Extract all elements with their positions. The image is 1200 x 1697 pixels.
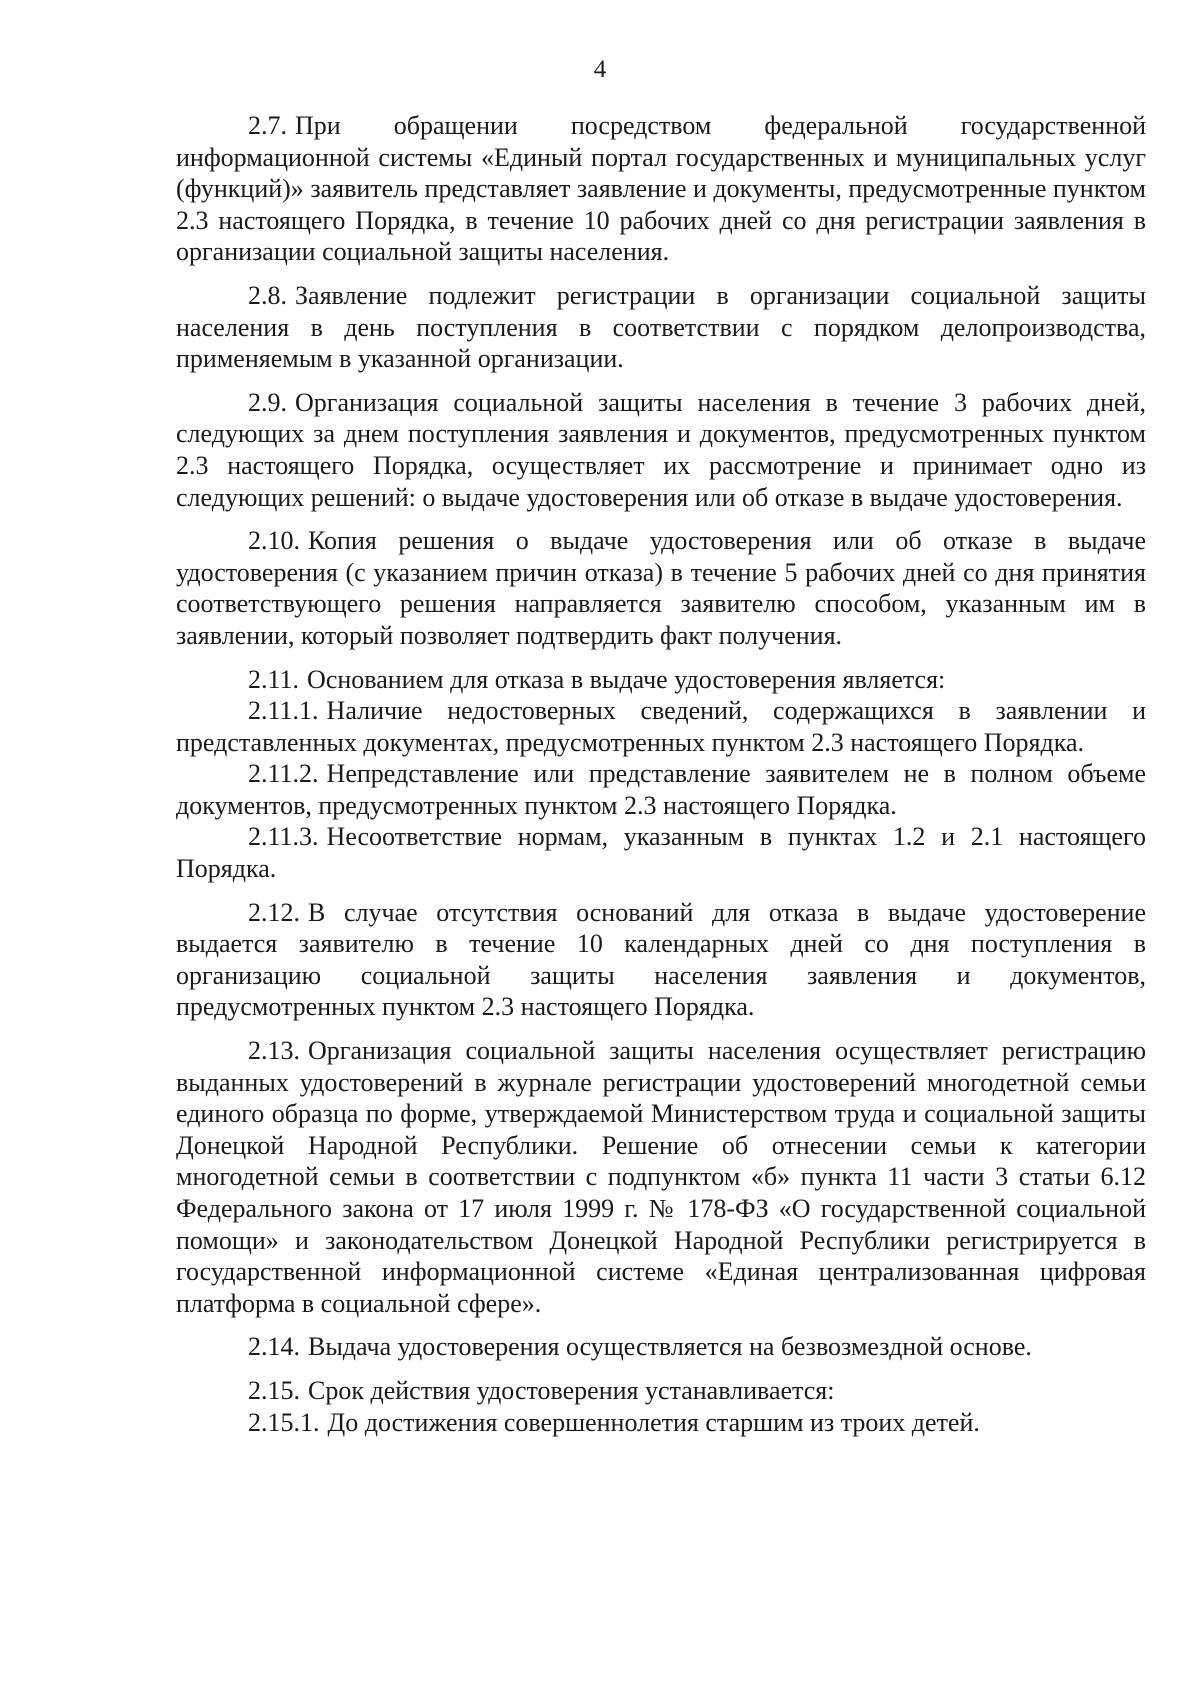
- paragraph-number: 2.15.: [248, 1375, 300, 1405]
- paragraph-text: Непредставление или представление заявителем не в полном объеме документов, предусмотренных пунктом 2.3 настоящего Порядка.: [176, 759, 1146, 820]
- paragraph-number: 2.8.: [248, 280, 287, 310]
- paragraph-text: Организация социальной защиты населения осуществляет регистрацию выданных удостоверений в журнале регистрации удостоверений многодетной семьи единого образца по форме, утверждаемой Министерством труда и социальной защиты Донецкой Народной Республики. Решение об отнесении семьи к категории многодетной семьи в соответствии с подпунктом «б» пункта 11 части 3 статьи 6.12 Федерального закона от 17 июля 1999 г. № 178-ФЗ «О государственной социальной помощи» и законодательством Донецкой Народной Республики регистрируется в государственной информационной системе «Единая централизованная цифровая платформа в социальной сфере».: [176, 1036, 1146, 1318]
- page-number: 4: [593, 56, 607, 83]
- paragraph-text: До достижения совершеннолетия старшим из троих детей.: [327, 1407, 980, 1437]
- paragraph-number: 2.9.: [248, 387, 287, 417]
- paragraph-2-8: [176, 280, 1146, 375]
- paragraph-2-13: [176, 1035, 1146, 1319]
- paragraph-number: 2.12.: [248, 897, 300, 927]
- paragraph-2-14: [176, 1331, 1146, 1363]
- paragraph-number: 2.11.2.: [248, 759, 319, 789]
- paragraph-text: Несоответствие нормам, указанным в пунктах 1.2 и 2.1 настоящего Порядка.: [176, 822, 1146, 884]
- paragraph-text: Основанием для отказа в выдаче удостоверения является:: [307, 664, 946, 694]
- paragraph-2-11: [176, 664, 1146, 696]
- paragraph-2-7: [176, 110, 1146, 268]
- paragraph-text: Организация социальной защиты населения в течение 3 рабочих дней, следующих за днем поступления заявления и документов, предусмотренных пунктом 2.3 настоящего Порядка, осуществляет их рассмотрение и принимает одно из следующих решений: о выдаче удостоверения или об отказе в выдаче удостоверения.: [176, 387, 1146, 512]
- paragraph-number: 2.14.: [248, 1332, 300, 1362]
- paragraph-text: Копия решения о выдаче удостоверения или об отказе в выдаче удостоверения (с указанием причин отказа) в течение 5 рабочих дней со дня принятия соответствующего решения направляется заявителю способом, указанным им в заявлении, который позволяет подтвердить факт получения.: [176, 526, 1146, 650]
- paragraph-number: 2.11.1.: [248, 696, 319, 726]
- paragraph-text: При обращении посредством федеральной государственной информационной системы «Единый портал государственных и муниципальных услуг (функций)» заявитель представляет заявление и документы, предусмотренные пунктом 2.3 настоящего Порядка, в течение 10 рабочих дней со дня регистрации заявления в организации социальной защиты населения.: [176, 111, 1146, 267]
- paragraph-2-15-1: [176, 1407, 1146, 1439]
- paragraph-number: 2.13.: [248, 1036, 300, 1066]
- paragraph-2-9: [176, 387, 1146, 513]
- paragraph-2-10: [176, 525, 1146, 651]
- paragraph-2-11-3: [176, 821, 1146, 884]
- paragraph-text: Срок действия удостоверения устанавливается:: [308, 1375, 835, 1405]
- paragraph-text: Выдача удостоверения осуществляется на безвозмездной основе.: [308, 1332, 1032, 1362]
- paragraph-2-12: [176, 897, 1146, 1023]
- document-body: [176, 110, 1146, 1438]
- paragraph-2-11-1: [176, 695, 1146, 758]
- paragraph-number: 2.7.: [248, 111, 287, 140]
- paragraph-text: Наличие недостоверных сведений, содержащихся в заявлении и представленных документах, предусмотренных пунктом 2.3 настоящего Порядка.: [176, 696, 1146, 757]
- paragraph-text: Заявление подлежит регистрации в организации социальной защиты населения в день поступления в соответствии с порядком делопроизводства, применяемым в указанной организации.: [176, 280, 1146, 374]
- paragraph-text: В случае отсутствия оснований для отказа в выдаче удостоверение выдается заявителю в течение 10 календарных дней со дня поступления в организацию социальной защиты населения заявления и документов, предусмотренных пунктом 2.3 настоящего Порядка.: [176, 897, 1146, 1022]
- paragraph-number: 2.10.: [248, 526, 300, 556]
- paragraph-2-11-2: [176, 758, 1146, 821]
- paragraph-number: 2.11.: [248, 664, 300, 694]
- paragraph-number: 2.15.1.: [248, 1407, 320, 1437]
- paragraph-2-15: [176, 1375, 1146, 1407]
- paragraph-number: 2.11.3.: [248, 822, 319, 852]
